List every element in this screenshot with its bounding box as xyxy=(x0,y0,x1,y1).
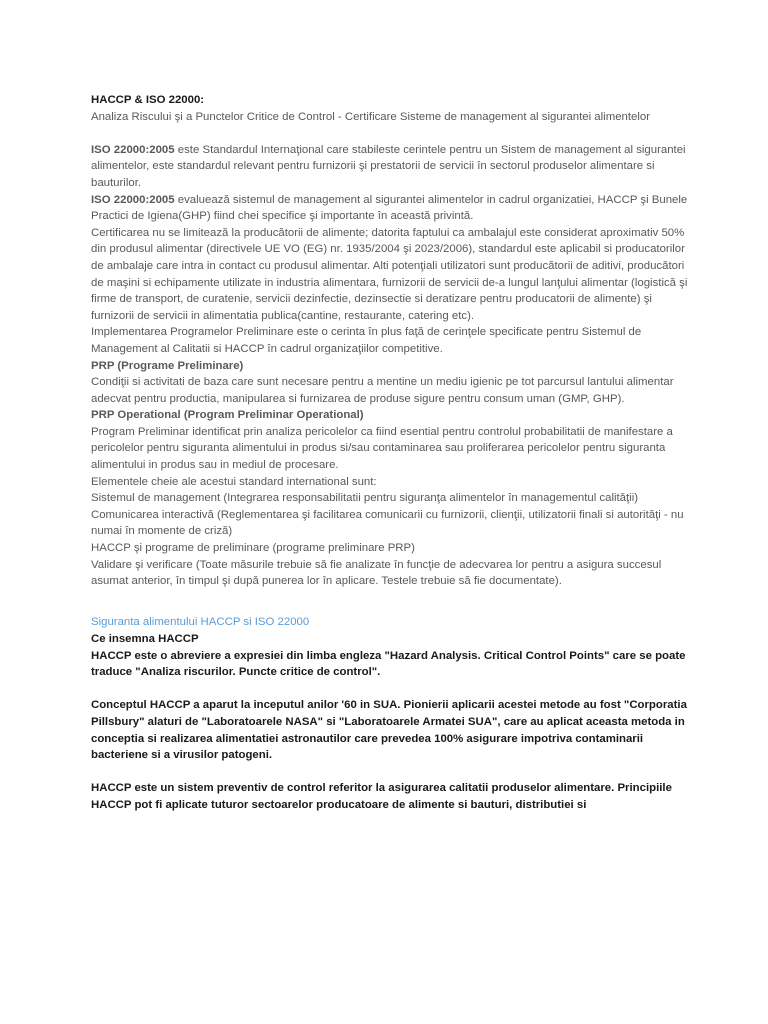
iso-intro-text: este Standardul Internaţional care stabileste cerintele pentru un Sistem de management al sigurantei alimentelor, este standardul relevant pentru furnizorii şi prestatorii de servicii în sectorul produselor alimentare si bauturilor. xyxy=(91,143,686,189)
prp-operational-text: Program Preliminar identificat prin analiza pericolelor ca fiind esential pentru controlul probabilitatii de manifestare a pericolelor pentru siguranta alimentului in produs si/sau contaminarea sau proliferarea pericolelor pentru siguranta alimentului in produs sau in mediul de procesare. xyxy=(91,425,673,472)
prp-title: PRP (Programe Preliminare) xyxy=(91,359,244,372)
prp-text: Condiţii si activitati de baza care sunt necesare pentru a mentine un mediu igienic pe tot parcursul lantului alimentar adecvat pentru productia, manipularea si furnizarea de produse sigure pentru consum uman (GMP, GHP). xyxy=(91,376,674,405)
paragraph-iso-evaluation xyxy=(91,192,691,225)
spacer xyxy=(91,681,691,698)
haccp-definition: HACCP este o abreviere a expresiei din limba engleza "Hazard Analysis. Critical Control Points" care se poate traduce "Analiza riscurilor. Puncte critice de control". xyxy=(91,649,686,679)
key-element-item: Validare şi verificare (Toate măsurile trebuie să fie analizate în funcţie de adecvarea lor pentru a asigura succesul asumat anterior, în timpul şi după punerea lor în aplicare. Testele trebuie să fie documentate). xyxy=(91,558,662,588)
key-element-item: Comunicarea interactivă (Reglementarea şi facilitarea comunicarii cu furnizorii, clienţii, utilizatorii finali si autorităţi - nu numai în momente de criză) xyxy=(91,508,684,538)
haccp-preventive: HACCP este un sistem preventiv de control referitor la asigurarea calitatii produselor alimentare. Principiile HACCP pot fi aplicate tuturor sectoarelor producatoare de alimente si bauturi, distributiei si xyxy=(91,782,672,811)
doc-subtitle: Analiza Riscului şi a Punctelor Critice de Control - Certificare Sisteme de management al sigurantei alimentelor xyxy=(91,110,651,123)
paragraph-prp-implementation: Implementarea Programelor Preliminare este o cerinta în plus faţă de cerinţele specificate pentru Sistemul de Management al Calitatii si HACCP în cadrul organizaţiilor competitive. xyxy=(91,326,642,355)
iso-evaluation-text: evaluează sistemul de management al sigurantei alimentelor in cadrul organizatiei, HACCP şi Bunele Practici de Igiena(GHP) fiind chei specifice şi importante în această privintă. xyxy=(91,193,688,223)
iso-label: ISO 22000:2005 xyxy=(91,143,175,156)
key-element-item: HACCP şi programe de preliminare (programe preliminare PRP) xyxy=(91,542,415,555)
doc-heading: HACCP & ISO 22000: xyxy=(91,94,205,106)
spacer xyxy=(91,606,691,614)
iso-label: ISO 22000:2005 xyxy=(91,193,175,206)
paragraph-iso-intro xyxy=(91,142,691,192)
spacer xyxy=(91,590,691,607)
key-element-item: Sistemul de management (Integrarea responsabilitatii pentru siguranţa alimentelor în managementul calităţii) xyxy=(91,492,639,505)
haccp-question-title: Ce insemna HACCP xyxy=(91,633,199,645)
key-elements-intro: Elementele cheie ale acestui standard international sunt: xyxy=(91,475,377,488)
haccp-history: Conceptul HACCP a aparut la inceputul anilor '60 in SUA. Pionierii aplicarii acestei metode au fost "Corporatia Pillsbury" alaturi de "Laboratoarele NASA" si "Laboratoarele Armatei SUA", care au aplicat aceasta metoda in conceptia si realizarea alimentatiei astronautilor care prevedea 100% asigurare impotriva contaminarii bacteriene si a virusilor patogeni. xyxy=(91,699,687,762)
prp-operational-title: PRP Operational (Program Preliminar Operational) xyxy=(91,409,364,422)
spacer xyxy=(91,125,691,142)
document-page xyxy=(91,92,691,814)
paragraph-certification: Certificarea nu se limitează la producătorii de alimente; datorita faptului ca ambalajul este considerat aproximativ 50% din produsul alimentar (directivele UE VO (EG) nr. 1935/2004 şi 2023/2006), standardul este aplicabil si producatorilor de ambalaje care intra in contact cu produsul alimentar. Alti potenţiali utilizatori sunt producătorii de aditivi, producători de maşini si echipamente utilizate in industria alimentara, furnizorii de servicii de-a lungul lanţului alimentar (logistică şi firme de transport, de curatenie, servicii dezinfectie, dezinsectie si deratizare pentru producatorii de alimente) şi furnizorii de servicii in alimentatia publica(cantine, restaurante, catering etc). xyxy=(91,226,688,322)
spacer xyxy=(91,764,691,781)
section-title: Siguranta alimentului HACCP si ISO 22000 xyxy=(91,616,310,629)
